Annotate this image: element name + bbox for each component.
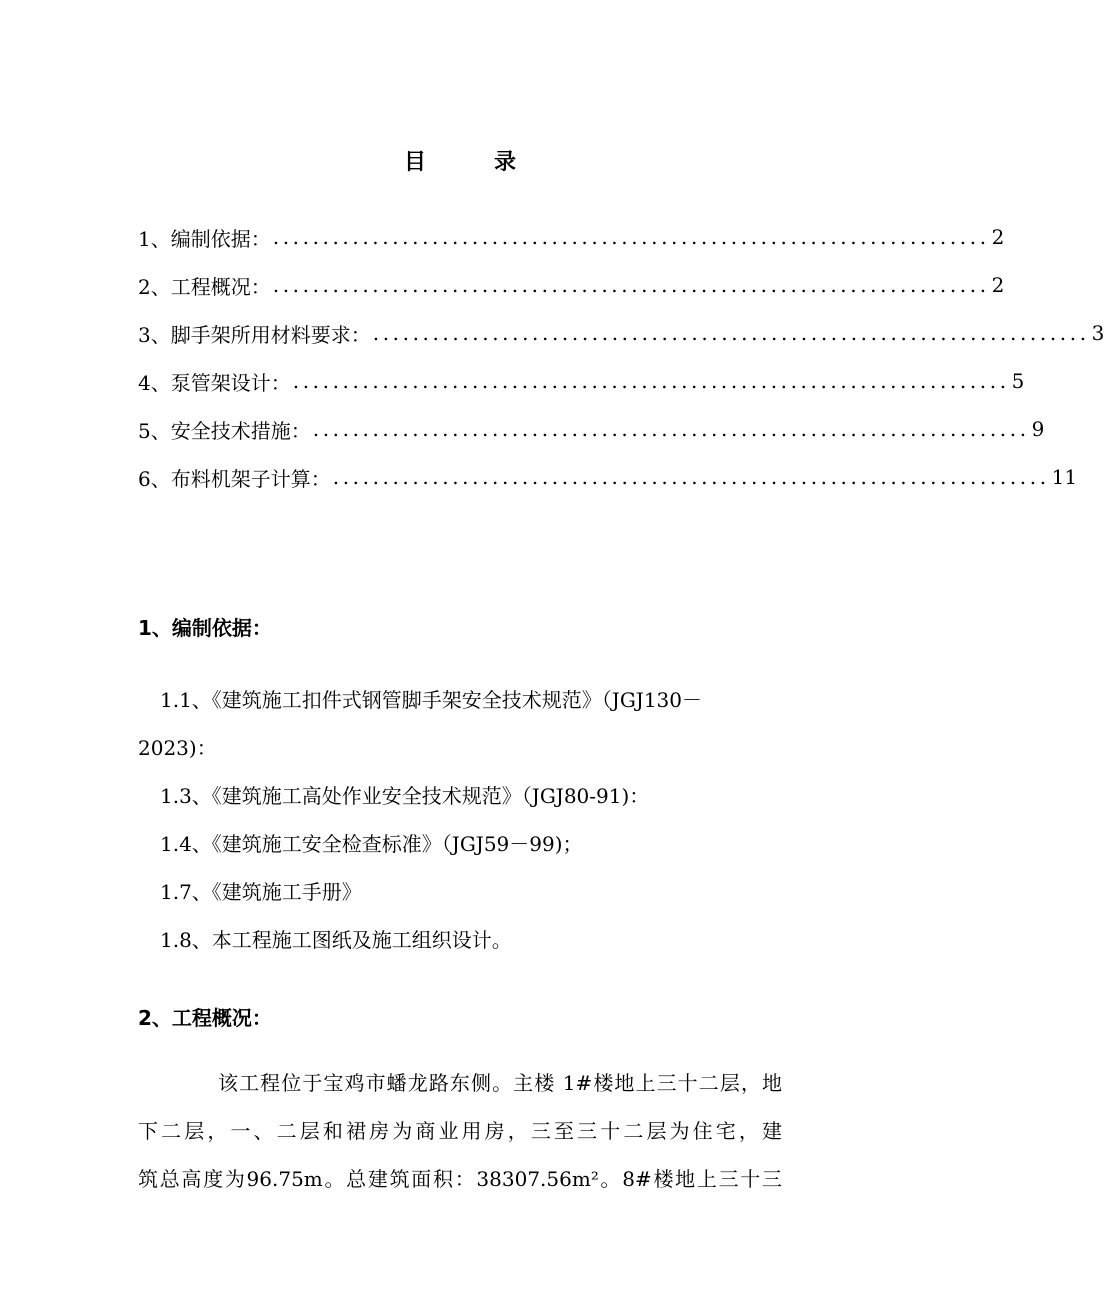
paragraph-line: 筑总高度为96.75m。总建筑面积：38307.56m²。8#楼地上三十三	[138, 1167, 782, 1191]
toc-entry-label: 6、布料机架子计算：	[138, 466, 331, 491]
toc-entry-label: 5、安全技术措施：	[138, 418, 311, 443]
toc-entry-page: 2	[991, 273, 1005, 297]
toc-leader-dots: ........................................................................	[312, 417, 1030, 441]
toc-entry-label: 2、工程概况：	[138, 274, 271, 299]
section-heading: 2、工程概况：	[138, 1006, 272, 1030]
reference-item: 1.3、《建筑施工高处作业安全技术规范》（JGJ80-91)：	[160, 784, 650, 808]
toc-entry[interactable]	[138, 223, 1005, 251]
section-heading: 1、编制依据：	[138, 616, 272, 640]
toc-entry[interactable]	[138, 415, 1045, 443]
reference-item: 1.7、《建筑施工手册》	[160, 880, 362, 904]
paragraph-line: 下二层，一、二层和裙房为商业用房，三至三十二层为住宅，建	[138, 1119, 782, 1143]
toc-title: 目录	[403, 150, 584, 175]
toc-entry[interactable]	[138, 319, 1104, 347]
toc-entry-page: 3	[1091, 321, 1104, 345]
toc-entry-label: 4、泵管架设计：	[138, 370, 291, 395]
reference-item: 1.1、《建筑施工扣件式钢管脚手架安全技术规范》（JGJ130－	[160, 688, 702, 712]
reference-item: 1.8、本工程施工图纸及施工组织设计。	[160, 928, 512, 952]
toc-entry[interactable]	[138, 463, 1078, 491]
toc-entry-page: 5	[1011, 369, 1025, 393]
toc-leader-dots: ........................................................................	[372, 321, 1090, 345]
toc-leader-dots: ........................................................................	[332, 465, 1050, 489]
toc-entry-page: 9	[1031, 417, 1045, 441]
toc-leader-dots: ........................................................................	[292, 369, 1010, 393]
toc-entry-page: 2	[991, 225, 1005, 249]
toc-leader-dots: ........................................................................	[272, 225, 990, 249]
toc-entry-page: 11	[1051, 465, 1078, 489]
toc-entry[interactable]	[138, 271, 1005, 299]
paragraph-line: 该工程位于宝鸡市蟠龙路东侧。主楼 1#楼地上三十二层，地	[218, 1071, 782, 1095]
reference-item-continuation: 2023)：	[138, 736, 217, 760]
toc-entry[interactable]	[138, 367, 1025, 395]
toc-entry-label: 1、编制依据：	[138, 226, 271, 251]
reference-item: 1.4、《建筑施工安全检查标准》（JGJ59－99)；	[160, 832, 583, 856]
toc-leader-dots: ........................................................................	[272, 273, 990, 297]
toc-entry-label: 3、脚手架所用材料要求：	[138, 322, 371, 347]
